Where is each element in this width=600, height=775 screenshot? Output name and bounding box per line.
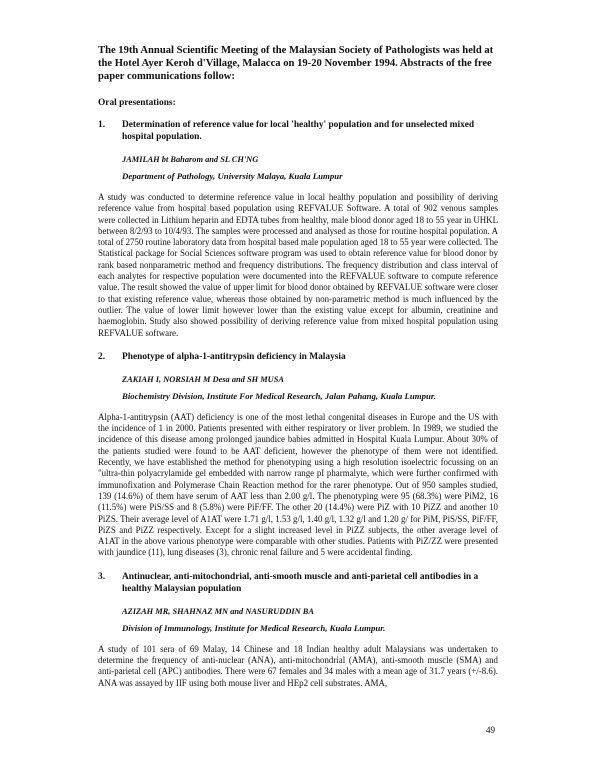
meeting-title: The 19th Annual Scientific Meeting of the Malaysian Society of Pathologists was held at the Hotel Ayer Keroh d'Village, Malacca on 19-20 November 1994. Abstracts of the free paper communications follow:	[98, 45, 494, 82]
abstract-2-body: Alpha-1-antitrypsin (AAT) deficiency is one of the most lethal congenital diseases in Europe and the US with the incidence of 1 in 2000. Patients presented with either respiratory or liver problem. In 1989, we studied the incidence of this disease among prolonged jaundice babies admitted in Hospital Kuala Lumpur. About 30% of the patients studied were found to be AAT deficient, however the phenotype of them were not identified. Recently, we have established the method for phenotyping using a high resolution isoelectric focussing on an "ultra-thin polyacrylamide gel embedded with narrow range pI pharmalyte, which were further confirmed with immunofixation and Polymerase Chain Reaction method for the rarer phenotype. Out of 950 samples studied, 139 (14.6%) of them have serum of AAT less than 2.00 g/l. The phenotyping were 95 (68.3%) were PiM2, 16 (11.5%) were PiS/SS and 8 (5.8%) were PiF/FF. The other 20 (14.4%) were PiZ with 10 PiZZ and another 10 PiZS. Their average level of A1AT were 1.71 g/l, 1.53 g/l, 1.40 g/l, 1.32 g/l and 1.20 g/ for PiM, PiS/SS, PiF/FF, PiZS and PiZZ respectively. Except for a slight increased level in PiZZ subjects, the other average level of A1AT in the above various phenotype were comparable with other studies. Patients with PiZ/ZZ were presented with jaundice (11), lung diseases (3), chronic renal failure and 5 were accidental finding.	[98, 411, 498, 558]
abstract-3-affiliation: Division of Immunology, Institute for Medical Research, Kuala Lumpur.	[122, 622, 386, 633]
abstract-1-number: 1.	[98, 120, 106, 130]
abstract-1	[98, 119, 498, 339]
journal-page	[98, 44, 498, 701]
abstract-2-title: Phenotype of alpha-1-antitrypsin deficiency in Malaysia	[122, 351, 346, 362]
abstract-1-affiliation: Department of Pathology, University Malaya, Kuala Lumpur	[122, 171, 343, 181]
abstract-2	[98, 351, 498, 559]
abstract-1-body: A study was conducted to determine reference value in local healthy population and possibility of deriving reference value from hospital based population using REFVALUE Software. A total of 902 venous samples were collected in Lithium heparin and EDTA tubes from healthy, male blood donor aged 18 to 55 year in UHKL between 8/2/93 to 10/4/93. The samples were processed and analysed as those for routine hospital population. A total of 2750 routine laboratory data from hospital based male population aged 18 to 55 year were collected. The Statistical package for Social Sciences software program was used to obtain reference value for blood donor by rank based nonparametric method and frequency distributions. The frequency distribution and class interval of each analytes for respective population were documented into the REFVALUE software to compute reference value. The result showed the value of upper limit for blood donor obtained by REFVALUE software were closer to that existing reference value, whereas those obtained by non-parametric method is much influenced by the outlier. The value of lower limit however lower than the existing value except for albumin, creatinine and haemoglobin. Study also showed possibility of deriving reference value from mixed hospital population using REFVALUE software.	[98, 192, 498, 338]
abstract-3-header	[98, 571, 498, 595]
abstract-2-number: 2.	[98, 351, 106, 362]
abstract-2-authors: ZAKIAH I, NORSIAH M Desa and SH MUSA	[122, 374, 284, 384]
page-number: 49	[486, 725, 495, 735]
abstract-3	[98, 571, 498, 689]
abstract-3-body: A study of 101 sera of 69 Malay, 14 Chinese and 18 Indian healthy adult Malaysians was undertaken to determine the frequency of anti-nuclear (ANA), anti-mitochondrial (AMA), anti-smooth muscle (SMA) and anti-parietal cell (APC) antibodies. There were 67 females and 34 males with a mean age of 31.7 years (+/-8.6). ANA was assayed by IIF using both mouse liver and HEp2 cell substrates. AMA,	[98, 643, 498, 688]
abstract-2-header	[98, 351, 498, 363]
abstract-3-title: Antinuclear, anti-mitochondrial, anti-smooth muscle and anti-parietal cell antibodies in a healthy Malaysian population	[122, 571, 479, 594]
abstract-3-authors: AZIZAH MR, SHAHNAZ MN and NASURUDDIN BA	[122, 606, 314, 616]
abstract-2-affiliation: Biochemistry Division, Institute For Medical Research, Jalan Pahang, Kuala Lumpur.	[122, 390, 437, 401]
abstract-3-number: 3.	[98, 571, 106, 582]
abstract-1-header	[98, 119, 498, 143]
section-heading: Oral presentations:	[98, 98, 176, 108]
abstract-1-title: Determination of reference value for local 'healthy' population and for unselected mixed hospital population.	[122, 120, 475, 142]
abstract-1-authors: JAMILAH bt Baharom and SL CH'NG	[122, 155, 259, 164]
